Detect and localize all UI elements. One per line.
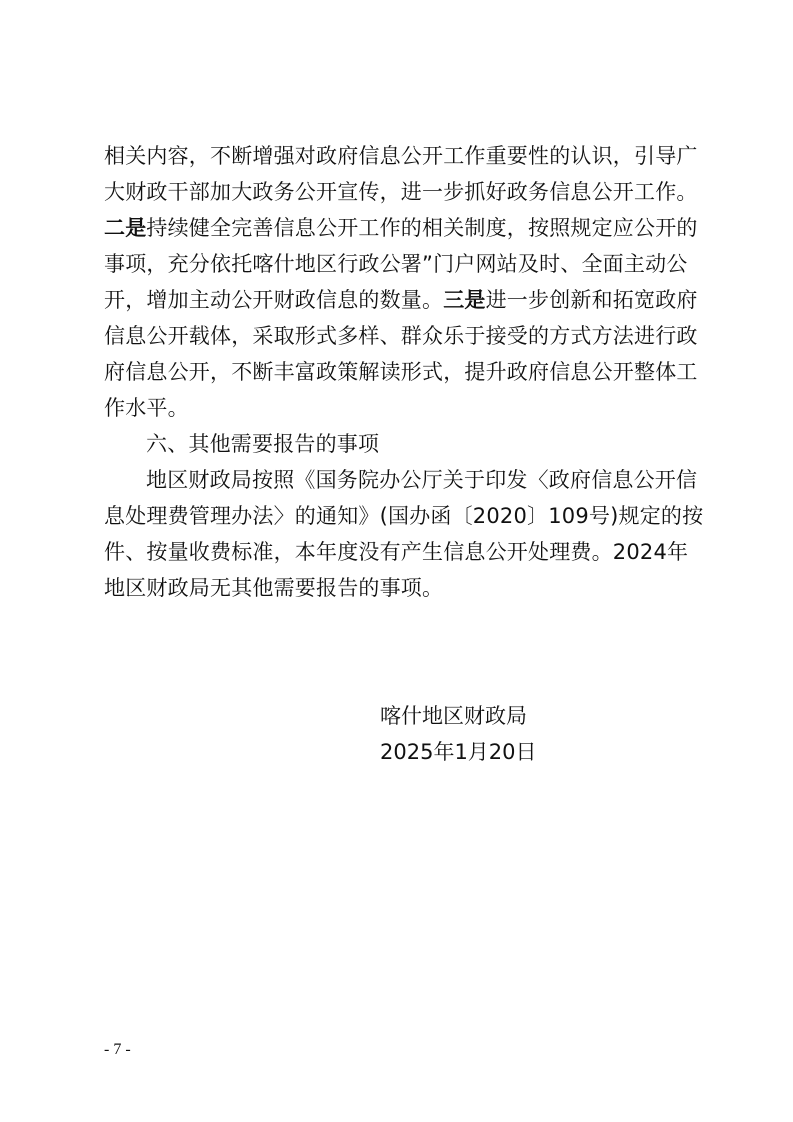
point-three-label: 三是 [443, 288, 486, 312]
para2-line-3: 件、按量收费标准，本年度没有产生信息公开处理费。2024年 [104, 540, 689, 564]
para1-line-6: 信息公开载体，采取形式多样、群众乐于接受的方式方法进行政 [104, 324, 698, 348]
para1-line-7: 府信息公开，不断丰富政策解读形式，提升政府信息公开整体工 [104, 360, 698, 384]
para1-line-5 [104, 285, 698, 315]
section-heading: 六、其他需要报告的事项 [146, 432, 380, 456]
page-number: - 7 - [104, 1041, 131, 1058]
para2-line-4: 地区财政局无其他需要报告的事项。 [104, 576, 444, 600]
signature-organization: 喀什地区财政局 [380, 704, 527, 728]
para1-line-8: 作水平。 [104, 396, 189, 420]
para1-line-5-text-b: 进一步创新和拓宽政府 [485, 288, 698, 312]
para1-line-4: 事项，充分依托喀什地区行政公署”门户网站及时、全面主动公 [104, 252, 688, 276]
para1-line-5-text-a: 开，增加主动公开财政信息的数量。 [104, 288, 444, 312]
signature-date: 2025年1月20日 [380, 740, 537, 764]
para1-line-3 [104, 213, 698, 243]
para2-line-2: 息处理费管理办法〉的通知》(国办函〔2020〕109号)规定的按 [104, 504, 704, 528]
para1-line-3-text: 持续健全完善信息公开工作的相关制度，按照规定应公开的 [146, 216, 698, 240]
para2-line-1: 地区财政局按照《国务院办公厅关于印发〈政府信息公开信 [146, 468, 698, 492]
point-two-label: 二是 [104, 216, 147, 240]
para1-line-2: 大财政干部加大政务公开宣传，进一步抓好政务信息公开工作。 [104, 180, 698, 204]
para1-line-1: 相关内容，不断增强对政府信息公开工作重要性的认识，引导广 [104, 144, 698, 168]
